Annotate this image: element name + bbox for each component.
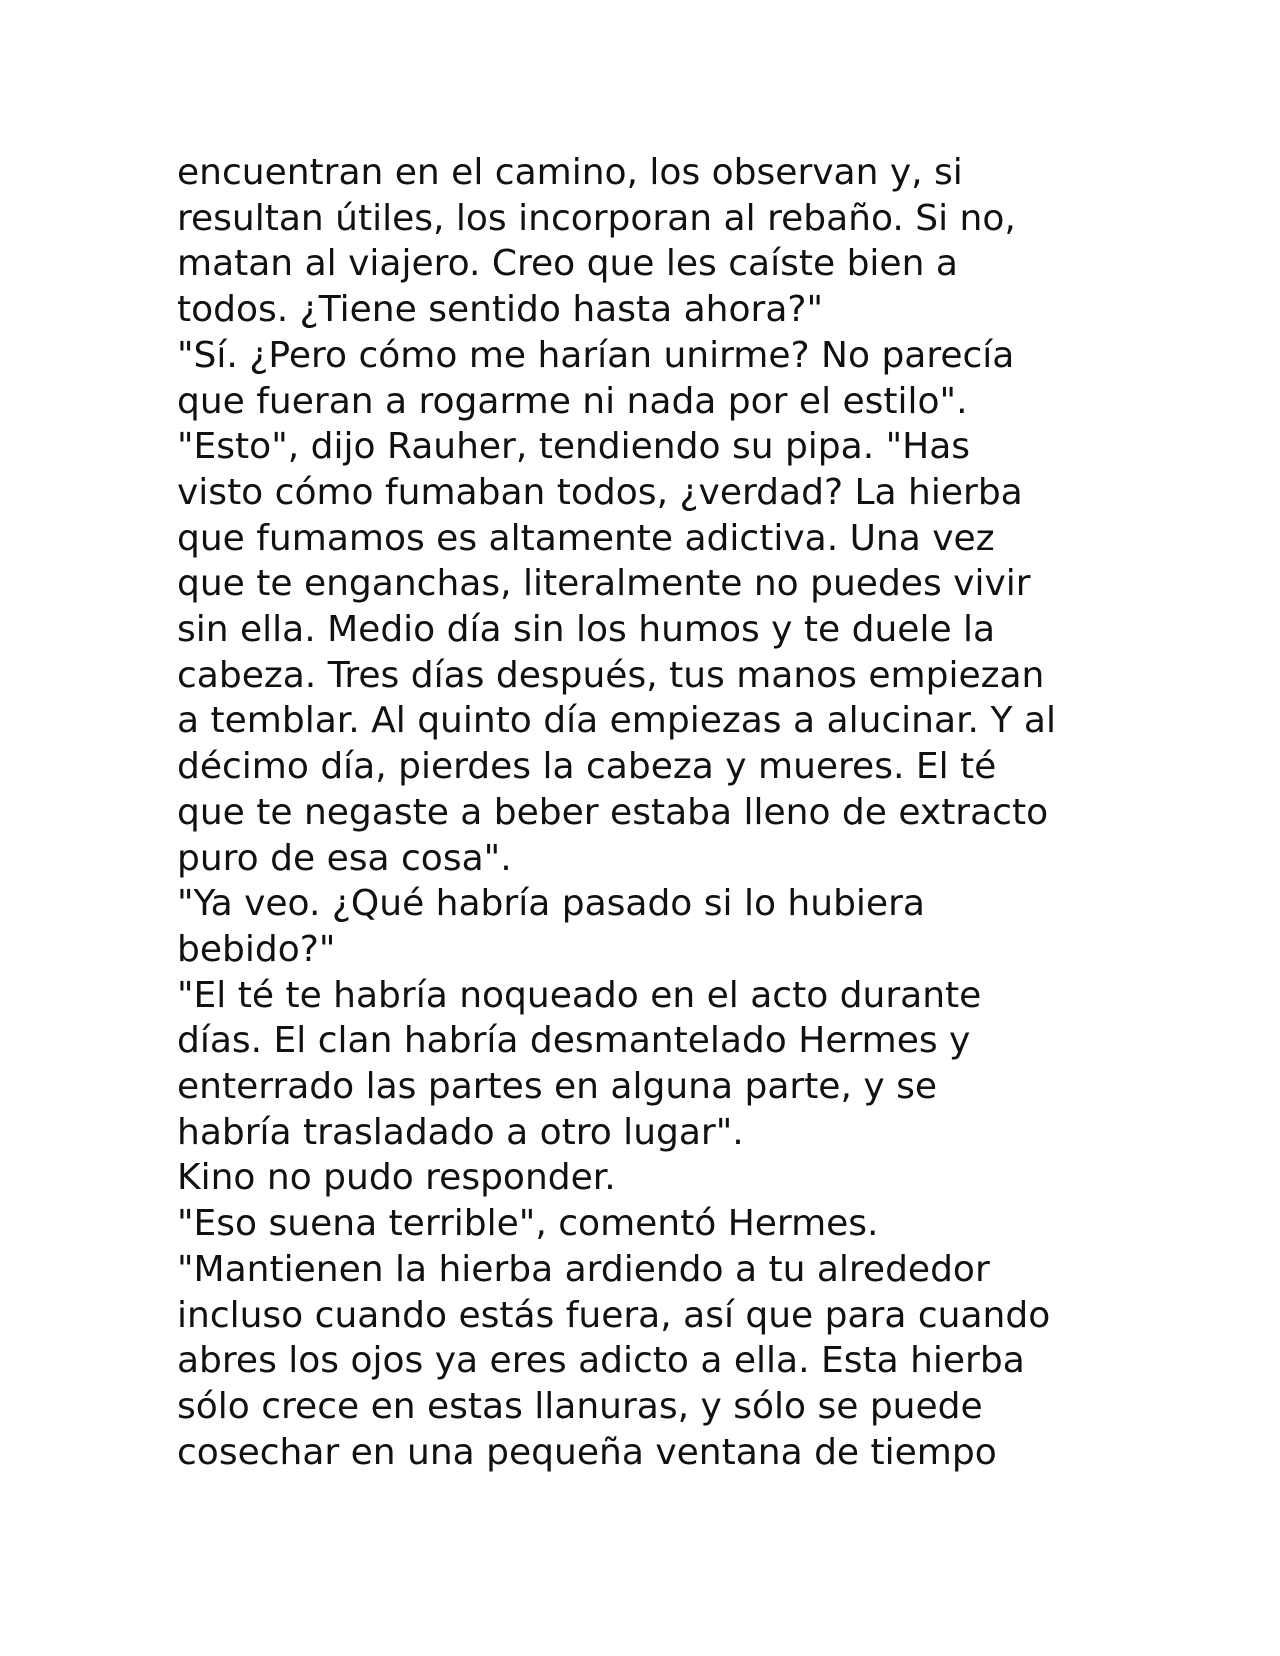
text-line: sólo crece en estas llanuras, y sólo se puede	[177, 1385, 983, 1427]
text-line: enterrado las partes en alguna parte, y se	[177, 1066, 937, 1108]
text-line: bebido?"	[177, 928, 336, 970]
text-line: Kino no pudo responder.	[177, 1157, 616, 1199]
text-line: encuentran en el camino, los observan y, si	[177, 152, 963, 193]
text-line: incluso cuando estás fuera, así que para cuando	[177, 1294, 1051, 1336]
text-line: que fueran a rogarme ni nada por el estilo".	[177, 380, 968, 422]
text-line: "Esto", dijo Rauher, tendiendo su pipa. "Has	[177, 426, 971, 468]
text-line: abres los ojos ya eres adicto a ella. Esta hierba	[177, 1340, 1025, 1382]
text-line: cabeza. Tres días después, tus manos empiezan	[177, 654, 1045, 696]
text-line: que fumamos es altamente adictiva. Una vez	[177, 517, 995, 559]
text-line: sin ella. Medio día sin los humos y te duele la	[177, 609, 996, 651]
text-line: visto cómo fumaban todos, ¿verdad? La hierba	[177, 471, 1023, 513]
text-line: a temblar. Al quinto día empiezas a alucinar. Y al	[177, 700, 1056, 742]
text-line: días. El clan habría desmantelado Hermes y	[177, 1020, 971, 1062]
text-line: resultan útiles, los incorporan al rebaño. Si no,	[177, 197, 1016, 239]
text-line: matan al viajero. Creo que les caíste bien a	[177, 243, 958, 285]
text-line: décimo día, pierdes la cabeza y mueres. El té	[177, 746, 997, 788]
text-line: "Ya veo. ¿Qué habría pasado si lo hubiera	[177, 883, 925, 925]
text-line: "Eso suena terrible", comentó Hermes.	[177, 1203, 879, 1245]
body-text	[177, 150, 1177, 1475]
text-line: que te negaste a beber estaba lleno de extracto	[177, 791, 1049, 833]
text-line: que te enganchas, literalmente no puedes vivir	[177, 563, 1031, 605]
text-line: todos. ¿Tiene sentido hasta ahora?"	[177, 289, 824, 331]
text-line: "El té te habría noqueado en el acto durante	[177, 974, 982, 1016]
text-line: "Sí. ¿Pero cómo me harían unirme? No parecía	[177, 334, 1015, 376]
text-line: "Mantienen la hierba ardiendo a tu alrededor	[177, 1248, 990, 1290]
text-line: cosechar en una pequeña ventana de tiempo	[177, 1431, 997, 1473]
text-line: habría trasladado a otro lugar".	[177, 1111, 744, 1153]
text-line: puro de esa cosa".	[177, 837, 512, 879]
